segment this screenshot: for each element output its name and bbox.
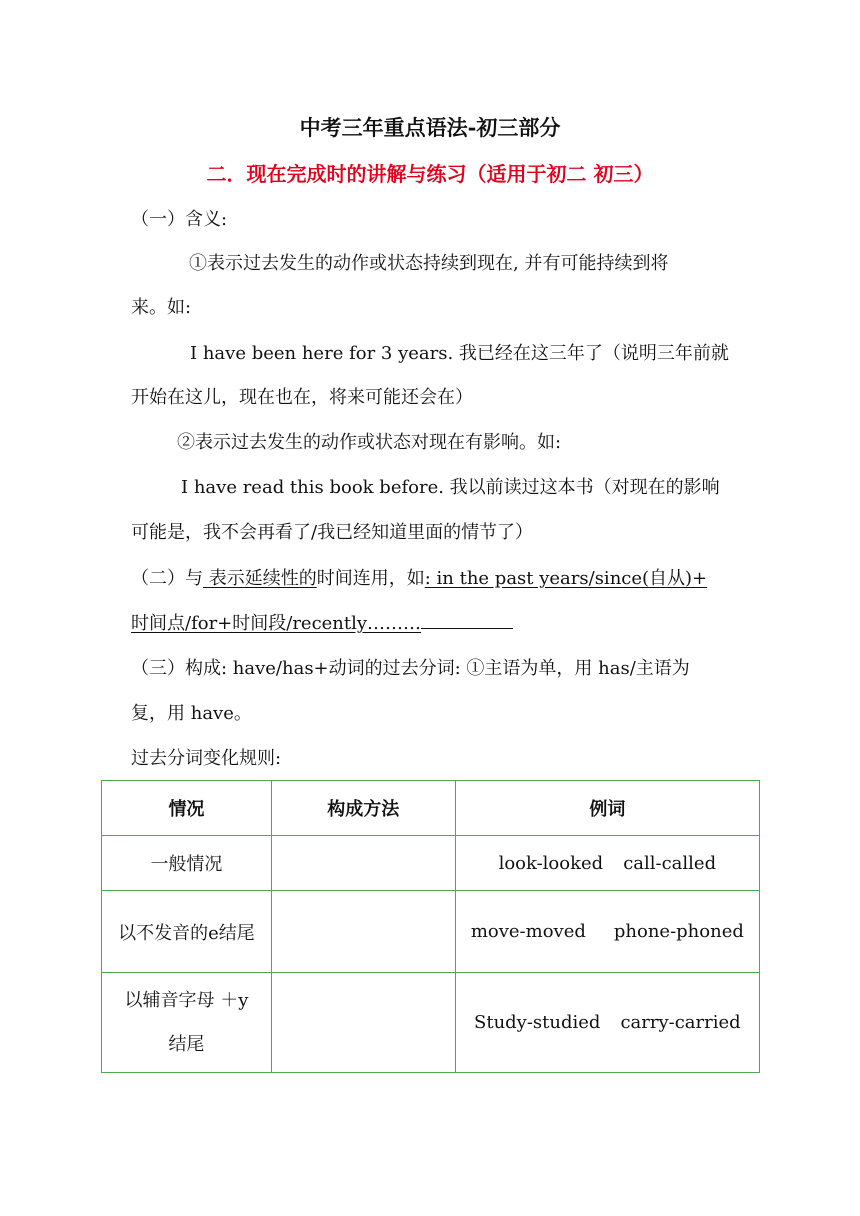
section-subtitle: 二．现在完成时的讲解与练习（适用于初二 初三） bbox=[206, 162, 654, 186]
section-2-middle: 时间连用，如 bbox=[316, 568, 425, 589]
example-2-line-2: 可能是，我不会再看了/我已经知道里面的情节了） bbox=[131, 522, 534, 543]
case-line-2: 结尾 bbox=[168, 1033, 205, 1055]
case-cell bbox=[102, 973, 272, 1073]
example-word: call-called bbox=[623, 852, 717, 874]
table-row bbox=[102, 836, 760, 891]
examples-cell bbox=[455, 973, 759, 1073]
table-row bbox=[102, 973, 760, 1073]
example-word: Study-studied bbox=[474, 1012, 601, 1033]
method-cell bbox=[271, 891, 455, 973]
example-2-line-1: I have read this book before. 我以前读过这本书（对现在的影响 bbox=[181, 477, 720, 498]
document-title: 中考三年重点语法-初三部分 bbox=[299, 115, 561, 140]
table-header-row bbox=[102, 781, 760, 836]
header-method: 构成方法 bbox=[271, 781, 455, 836]
past-participle-rules-table bbox=[101, 780, 760, 1073]
example-1-line-1: I have been here for 3 years. 我已经在这三年了（说明三年前就 bbox=[190, 343, 729, 364]
section-3-line-2: 复，用 have。 bbox=[131, 703, 252, 724]
example-1-line-2: 开始在这儿，现在也在，将来可能还会在） bbox=[131, 387, 473, 408]
header-case: 情况 bbox=[102, 781, 272, 836]
section-2-line-2 bbox=[131, 608, 513, 639]
case-cell: 一般情况 bbox=[102, 836, 272, 891]
examples-cell bbox=[455, 836, 759, 891]
table-row bbox=[102, 891, 760, 973]
example-word: look-looked bbox=[498, 852, 604, 874]
case-cell: 以不发音的e结尾 bbox=[102, 891, 272, 973]
section-3-line-1: （三）构成: have/has+动词的过去分词: ①主语为单，用 has/主语为 bbox=[131, 658, 690, 679]
point-1-line-2: 来。如: bbox=[131, 297, 192, 318]
example-word: phone-phoned bbox=[613, 921, 744, 942]
example-word: carry-carried bbox=[620, 1012, 741, 1033]
point-1-line-1: ①表示过去发生的动作或状态持续到现在, 并有可能持续到将 bbox=[189, 253, 669, 274]
blank-underline bbox=[421, 608, 513, 629]
section-2-prefix: （二）与 bbox=[131, 568, 203, 589]
underlined-time-list: : in the past years/since(自从)+ bbox=[424, 568, 708, 589]
example-word: move-moved bbox=[470, 921, 586, 942]
time-expressions: 时间点/for+时间段/recently……… bbox=[131, 613, 422, 634]
section-2-line-1 bbox=[131, 564, 707, 594]
examples-cell bbox=[455, 891, 759, 973]
method-cell bbox=[271, 836, 455, 891]
section-1-heading: （一）含义: bbox=[131, 209, 228, 230]
case-line-1: 以辅音字母 ＋y bbox=[124, 989, 249, 1011]
method-cell bbox=[271, 973, 455, 1073]
header-examples: 例词 bbox=[455, 781, 759, 836]
table-intro: 过去分词变化规则: bbox=[131, 748, 282, 769]
point-2: ②表示过去发生的动作或状态对现在有影响。如: bbox=[177, 432, 562, 453]
underlined-phrase: 表示延续性的 bbox=[203, 568, 317, 589]
